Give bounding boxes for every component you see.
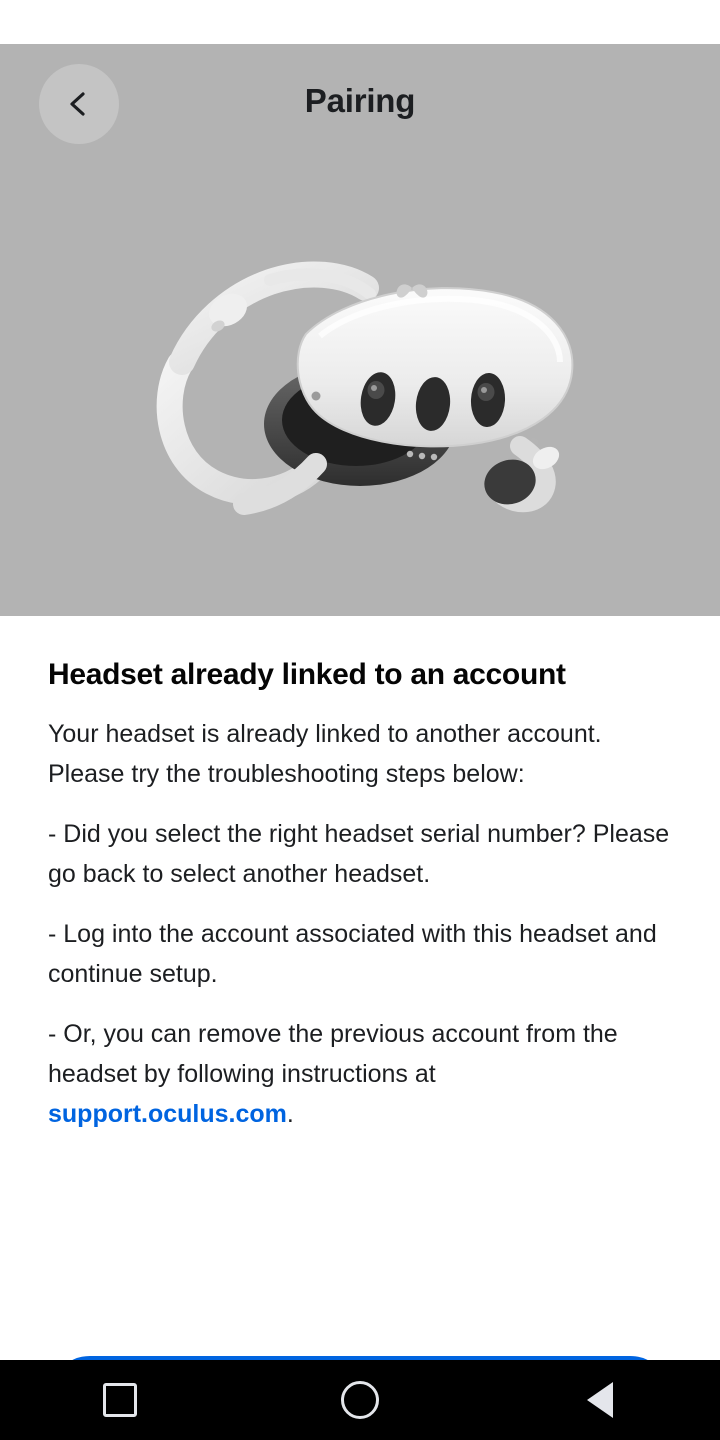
page-headline: Headset already linked to an account [48,658,566,691]
body-paragraph-4-prefix: - Or, you can remove the previous account from the headset by following instructions at [48,1020,618,1088]
body-paragraph-4-suffix: . [286,1100,294,1128]
body-paragraph-3: - Log into the account associated with this headset and continue setup. [48,920,657,988]
square-icon [103,1383,137,1417]
headset-graphic [120,214,600,544]
circle-icon [341,1381,379,1419]
android-navigation-bar [0,1360,720,1440]
hero-image-area [0,44,720,616]
support-link[interactable]: support.oculus.com [48,1100,287,1128]
body-paragraph-4 [48,1014,672,1134]
page-title: Pairing [304,82,416,119]
status-bar [0,0,720,44]
vr-headset-illustration [0,214,720,574]
body-paragraph-1: Your headset is already linked to another account. Please try the troubleshooting steps below: [48,720,602,788]
body-paragraph-2: - Did you select the right headset serial number? Please go back to select another headset. [48,820,670,888]
back-nav-button[interactable] [540,1360,660,1440]
home-button[interactable] [300,1360,420,1440]
recents-button[interactable] [60,1360,180,1440]
triangle-back-icon [587,1382,613,1418]
content-area [0,616,720,1326]
